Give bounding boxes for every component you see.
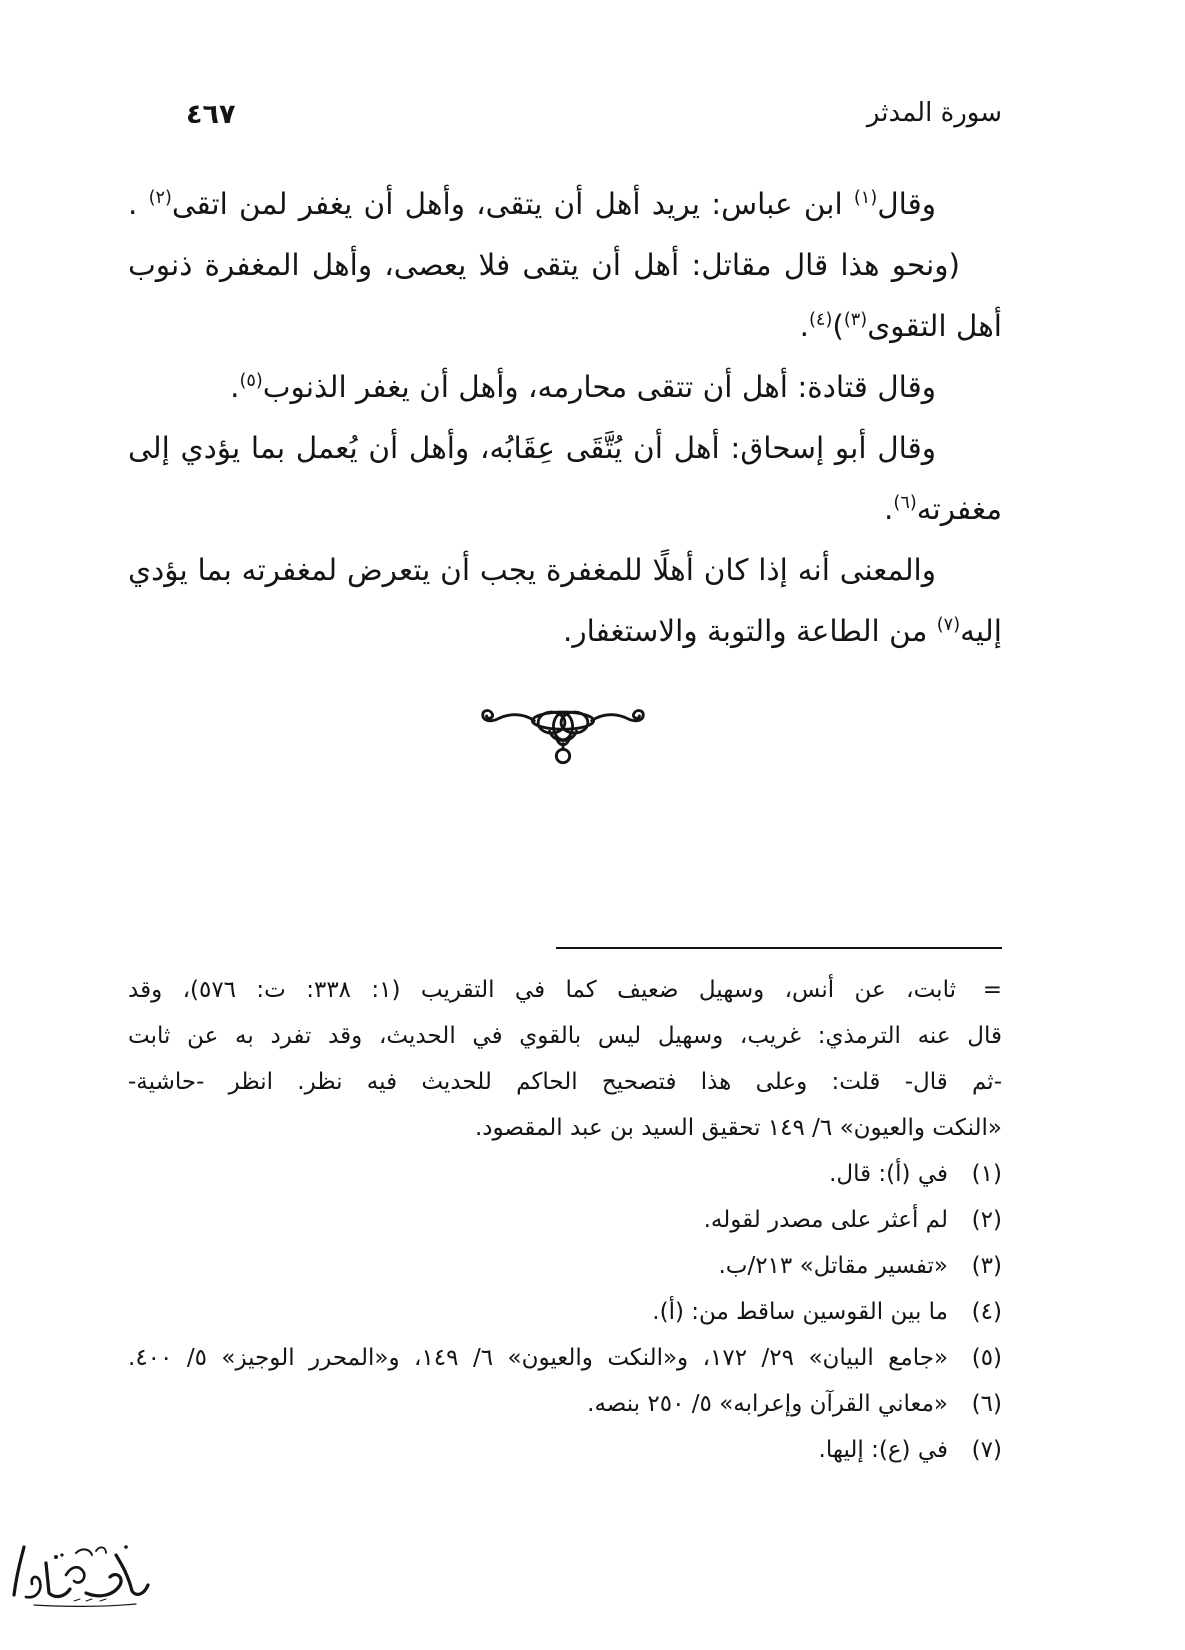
footnote-continuation-line (128, 1013, 1002, 1059)
footnote-number: (٧) (971, 1437, 1002, 1463)
footnote (128, 1197, 1002, 1243)
page-number: ٤٦٧ (186, 99, 236, 130)
footnote-marker: (٢) (148, 188, 172, 209)
footnote-marker: (٤) (809, 310, 833, 331)
text-segment: (ونحو هذا قال مقاتل: أهل أن يتقى فلا يعصى، وأهل المغفرة ذنوب (128, 248, 960, 282)
text-segment: وقال (877, 187, 936, 221)
paragraph (128, 418, 1002, 540)
footnote-number: (٤) (971, 1299, 1002, 1325)
footnote (128, 1151, 1002, 1197)
text-segment: وقال قتادة: أهل أن تتقى محارمه، وأهل أن يغفر الذنوب (262, 370, 936, 404)
text-segment: . (230, 370, 240, 404)
text-segment: أهل التقوى (867, 309, 1002, 343)
footnote-number: (٦) (971, 1391, 1002, 1417)
footnote-marker: (٦) (893, 493, 917, 514)
text-segment: من الطاعة والتوبة والاستغفار. (562, 614, 937, 648)
paragraph (128, 540, 1002, 662)
footnote-text: قال عنه الترمذي: غريب، وسهيل ليس بالقوي في الحديث، وقد تفرد به عن ثابت (128, 1023, 1002, 1049)
footnote-number: (٥) (971, 1345, 1003, 1371)
footnote-marker: (٧) (936, 615, 961, 636)
decorative-knot-ornament-icon (477, 700, 649, 770)
text-segment: ابن عباس: يريد أهل أن يتقى، وأهل أن يغفر لمن اتقى (171, 187, 854, 221)
footnote-text: في (أ): قال. (829, 1161, 948, 1187)
text-line (128, 540, 1002, 601)
text-segment: مغفرته (916, 492, 1002, 526)
main-text (128, 174, 1002, 662)
continuation-mark: = (982, 977, 1002, 1003)
footnote-continuation-line (128, 1105, 1002, 1151)
footnote (128, 1381, 1002, 1427)
footnote-text: «معاني القرآن وإعرابه» ٥/ ٢٥٠ بنصه. (587, 1391, 948, 1417)
footnote-marker: (١) (853, 188, 878, 209)
surah-title: سورة المدثر (866, 98, 1002, 128)
footnote-marker: (٥) (239, 371, 263, 392)
footnote-number: (٢) (971, 1207, 1002, 1233)
footnotes (128, 967, 1002, 1473)
text-line (128, 296, 1002, 357)
footnote (128, 1427, 1002, 1473)
text-line (128, 174, 1002, 235)
text-line (128, 235, 1002, 296)
text-segment: . (799, 309, 810, 343)
footnote-marker: (٣) (843, 310, 868, 331)
footnote-number: (٣) (971, 1253, 1002, 1279)
footnote-text: «جامع البيان» ٢٩/ ١٧٢، و«النكت والعيون» ٦/ ١٤٩، و«المحرر الوجيز» ٥/ ٤٠٠. (128, 1345, 949, 1371)
text-line (128, 357, 1002, 418)
text-segment: إليه (960, 614, 1002, 648)
text-segment: . (128, 187, 149, 221)
footnote-text: «النكت والعيون» ٦/ ١٤٩ تحقيق السيد بن عبد المقصود. (474, 1115, 1002, 1141)
text-segment: وقال أبو إسحاق: أهل أن يُتَّقَى عِقَابُه، وأهل أن يُعمل بما يؤدي إلى (128, 431, 936, 465)
footnote-text: -ثم قال- قلت: وعلى هذا فتصحيح الحاكم للحديث فيه نظر. انظر -حاشية- (128, 1069, 1002, 1095)
text-segment: ) (832, 309, 844, 343)
footnote-text: «تفسير مقاتل» ٢١٣/ب. (718, 1253, 948, 1279)
text-line (128, 418, 1002, 479)
footnote-number: (١) (971, 1161, 1002, 1187)
paragraph (128, 174, 1002, 235)
footnote-text: لم أعثر على مصدر لقوله. (703, 1207, 948, 1233)
footnote (128, 1289, 1002, 1335)
paragraph (128, 235, 1002, 357)
text-segment: . (884, 492, 894, 526)
footnote-continuation-line (128, 1059, 1002, 1105)
calligraphy-watermark-logo-icon (4, 1535, 154, 1611)
footnote (128, 1243, 1002, 1289)
footnote (128, 1335, 1002, 1381)
footnote-continuation-line (128, 967, 1002, 1013)
footnote-separator (556, 947, 1002, 949)
text-line (128, 479, 1002, 540)
paragraph (128, 357, 1002, 418)
footnote-text: في (ع): إليها. (818, 1437, 948, 1463)
footnote-text: ما بين القوسين ساقط من: (أ). (652, 1299, 948, 1325)
text-line (128, 601, 1002, 662)
text-segment: والمعنى أنه إذا كان أهلًا للمغفرة يجب أن يتعرض لمغفرته بما يؤدي (128, 553, 936, 587)
footnote-text: ثابت، عن أنس، وسهيل ضعيف كما في التقريب (١: ٣٣٨: ت: ٥٧٦)، وقد (128, 977, 956, 1003)
